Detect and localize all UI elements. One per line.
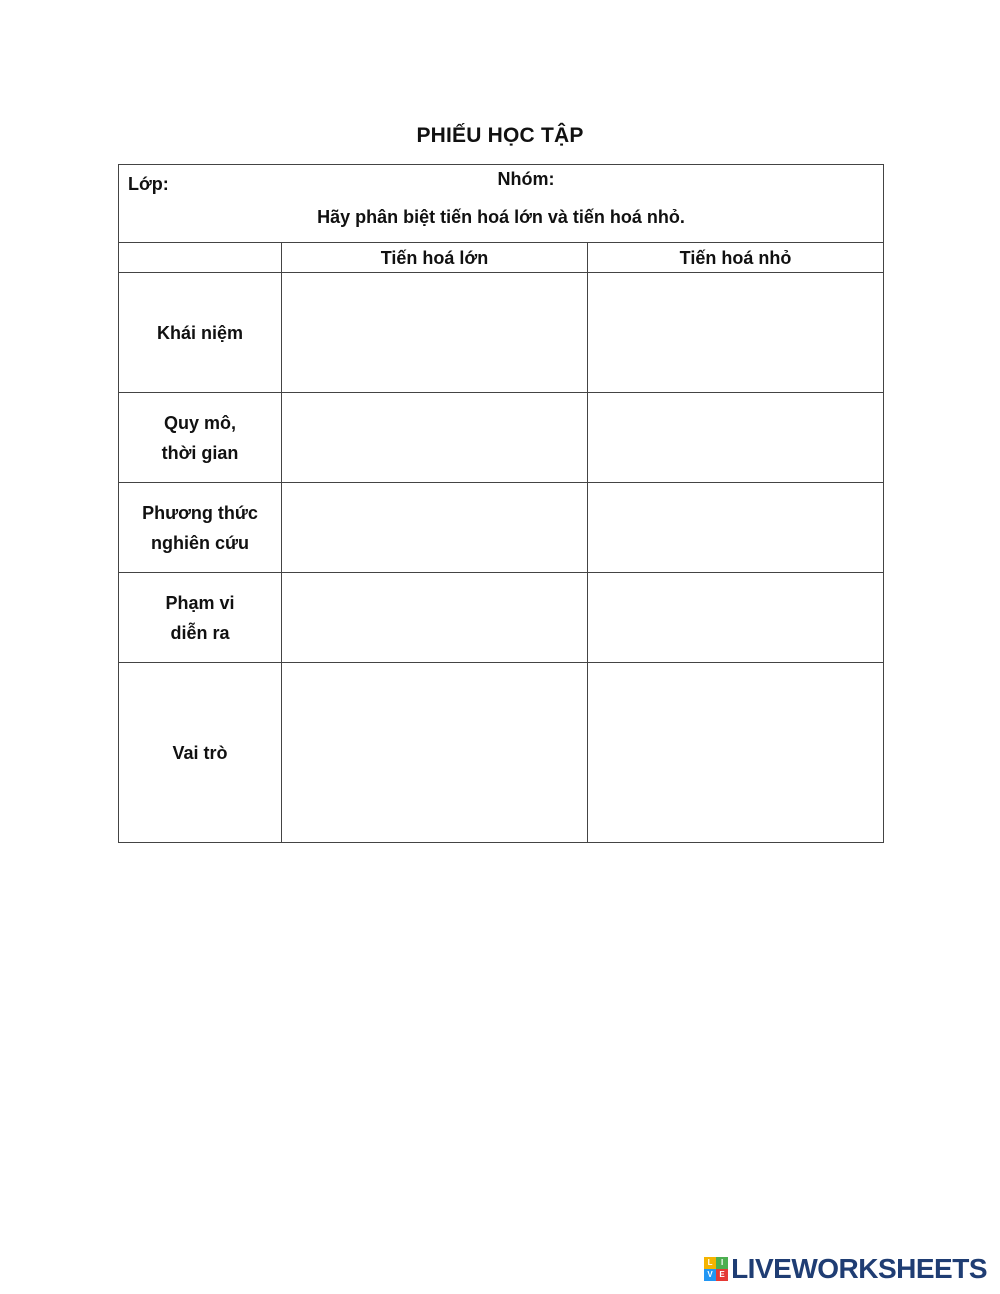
criterion-scale-time (119, 393, 282, 483)
logo-letter: V (704, 1269, 716, 1281)
criterion-line: nghiên cứu (150, 532, 250, 553)
info-row (119, 165, 884, 243)
answer-cell-macro-concept[interactable] (282, 273, 588, 393)
criterion-line: diễn ra (170, 622, 230, 643)
header-row (119, 243, 884, 273)
info-cell (119, 165, 884, 243)
answer-cell-macro-range[interactable] (282, 573, 588, 663)
table-row (119, 663, 884, 843)
header-macroevolution: Tiến hoá lớn (282, 243, 588, 273)
worksheet-title: PHIẾU HỌC TẬP (416, 124, 584, 147)
header-empty-cell (119, 243, 282, 273)
answer-cell-macro-role[interactable] (282, 663, 588, 843)
table-row (119, 483, 884, 573)
table-row (119, 573, 884, 663)
header-microevolution: Tiến hoá nhỏ (588, 243, 884, 273)
criterion-line: Quy mô, (163, 412, 236, 433)
criterion-research-method (119, 483, 282, 573)
table-row (119, 273, 884, 393)
table-row (119, 393, 884, 483)
brand-name: LIVEWORKSHEETS (731, 1253, 987, 1284)
logo-letter: L (704, 1257, 716, 1269)
criterion-range (119, 573, 282, 663)
criterion-concept (119, 273, 282, 393)
answer-cell-micro-method[interactable] (588, 483, 884, 573)
criterion-role (119, 663, 282, 843)
criterion-line: Khái niệm (156, 322, 244, 343)
liveworksheets-logo-icon (704, 1257, 728, 1281)
criterion-line: thời gian (161, 442, 239, 463)
worksheet-table (118, 164, 884, 843)
liveworksheets-brand (704, 1254, 987, 1284)
answer-cell-micro-role[interactable] (588, 663, 884, 843)
answer-cell-macro-method[interactable] (282, 483, 588, 573)
group-label: Nhóm: (497, 169, 555, 189)
criterion-line: Phạm vi (165, 592, 235, 613)
class-label: Lớp: (128, 174, 169, 194)
answer-cell-micro-scale[interactable] (588, 393, 884, 483)
answer-cell-micro-concept[interactable] (588, 273, 884, 393)
criterion-line: Phương thức (142, 502, 258, 523)
answer-cell-macro-scale[interactable] (282, 393, 588, 483)
logo-letter: E (716, 1269, 728, 1281)
logo-letter: I (716, 1257, 728, 1269)
instruction-text: Hãy phân biệt tiến hoá lớn và tiến hoá nhỏ. (317, 207, 685, 227)
criterion-line: Vai trò (172, 742, 228, 763)
answer-cell-micro-range[interactable] (588, 573, 884, 663)
